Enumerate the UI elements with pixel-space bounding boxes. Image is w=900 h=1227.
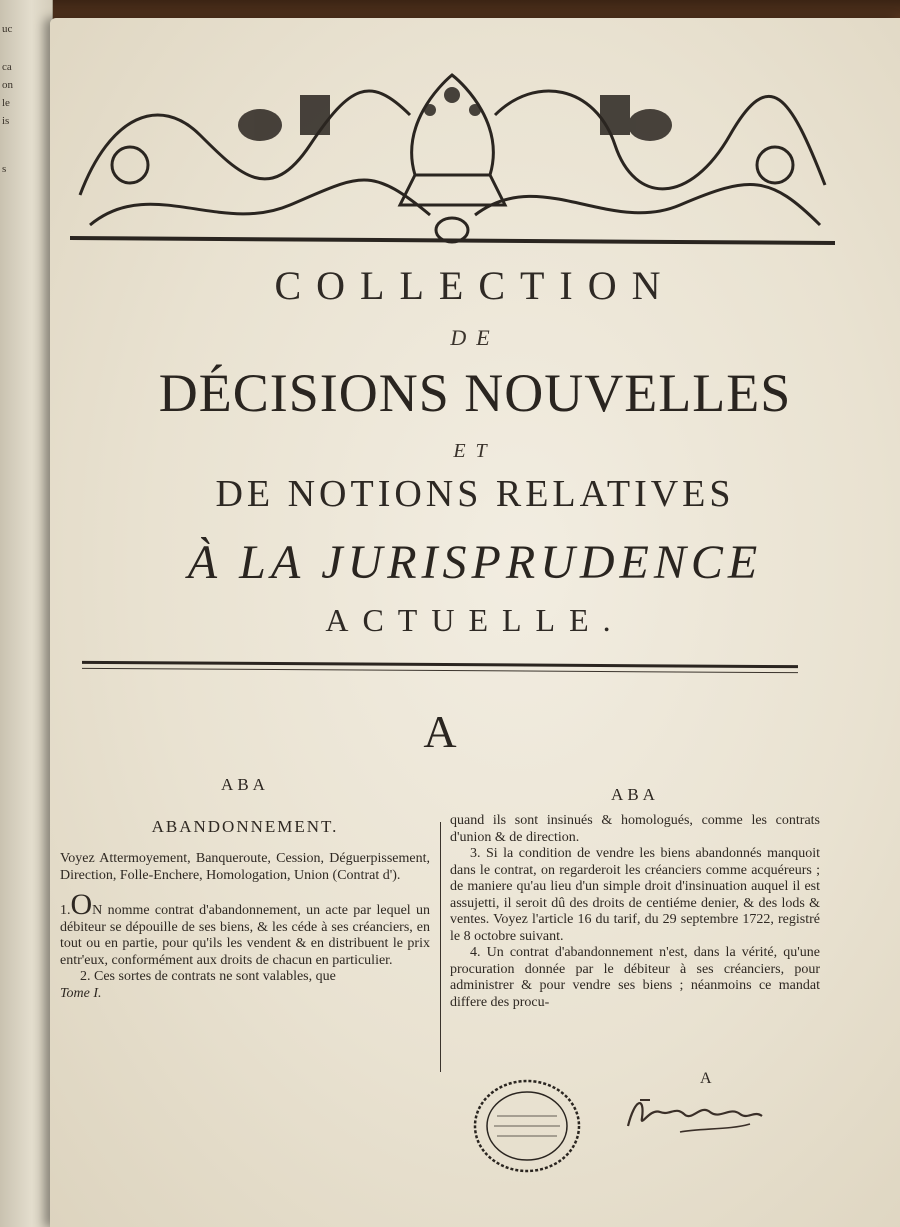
drop-cap: O — [70, 888, 93, 921]
edge-fragment: uc — [2, 23, 13, 35]
title-notions-relatives: DE NOTIONS RELATIVES — [215, 473, 735, 515]
title-collection: COLLECTION — [274, 263, 676, 308]
right-column — [450, 785, 820, 1011]
see-also-note: Voyez Attermoyement, Banqueroute, Cession, Déguerpissement, Direction, Folle-Enchere, Homologation, Union (Contrat d'). — [60, 851, 430, 883]
edge-fragment: on — [2, 79, 13, 91]
section-letter: A — [423, 706, 457, 757]
title-actuelle: ACTUELLE. — [325, 602, 625, 638]
paragraph-1-text: N nomme contrat d'abandonnement, un acte par lequel un débiteur se dépouille de ses biens, & les céde à ses créanciers, en tout ou en partie, pour qu'ils les vendent & en distribuent le prix entr'eux, conformément aux droits de chacun en particulier. — [60, 903, 430, 968]
paragraph-2-continued: quand ils sont insinués & homologués, comme les contrats d'union & de direction. — [450, 813, 820, 845]
volume-footer: Tome I. — [60, 985, 102, 1001]
left-column — [60, 775, 430, 1002]
paragraph-3: 3. Si la condition de vendre les biens abandonnés manquoit dans le contrat, on regarderoit les créanciers comme acquéreurs ; de maniere qu'au lieu d'un simple droit d'insinuation auquel il est assujetti, il seroit dû des droits de centiéme denier, & des lods & ventes. Voyez l'article 16 du tarif, du 29 septembre 1722, registré le 8 octobre suivant. — [450, 846, 820, 944]
paragraph-1 — [60, 888, 430, 969]
title-de: DE — [450, 325, 500, 350]
paragraph-2-start: 2. Ces sortes de contrats ne sont valables, que — [80, 969, 336, 984]
edge-fragment: le — [2, 97, 10, 109]
title-decisions-nouvelles: DÉCISIONS NOUVELLES — [158, 363, 792, 423]
engraved-headpiece-ornament-icon — [70, 55, 835, 245]
title-et: ET — [453, 440, 497, 462]
headword: ABANDONNEMENT. — [151, 817, 339, 836]
signature-mark: A — [700, 1070, 712, 1087]
facing-page-text — [2, 20, 42, 178]
edge-fragment: ca — [2, 61, 12, 73]
edge-fragment: is — [2, 115, 10, 127]
column-divider — [440, 822, 441, 1072]
paragraph-number: 1. — [60, 903, 71, 918]
handwritten-signature-icon — [620, 1088, 770, 1138]
title-jurisprudence: À LA JURISPRUDENCE — [187, 536, 763, 589]
running-head-right: ABA — [611, 785, 659, 804]
edge-fragment: s — [2, 163, 7, 175]
paragraph-4: 4. Un contrat d'abandonnement n'est, dans la vérité, qu'une procuration donnée par le débiteur à ses créanciers, pour administrer & pour vendre ses biens ; néanmoins ce mandat differe des procu- — [450, 945, 820, 1010]
library-stamp-seal-icon — [472, 1078, 582, 1174]
facing-page-edge — [0, 0, 53, 1227]
running-head-left: ABA — [221, 775, 269, 794]
